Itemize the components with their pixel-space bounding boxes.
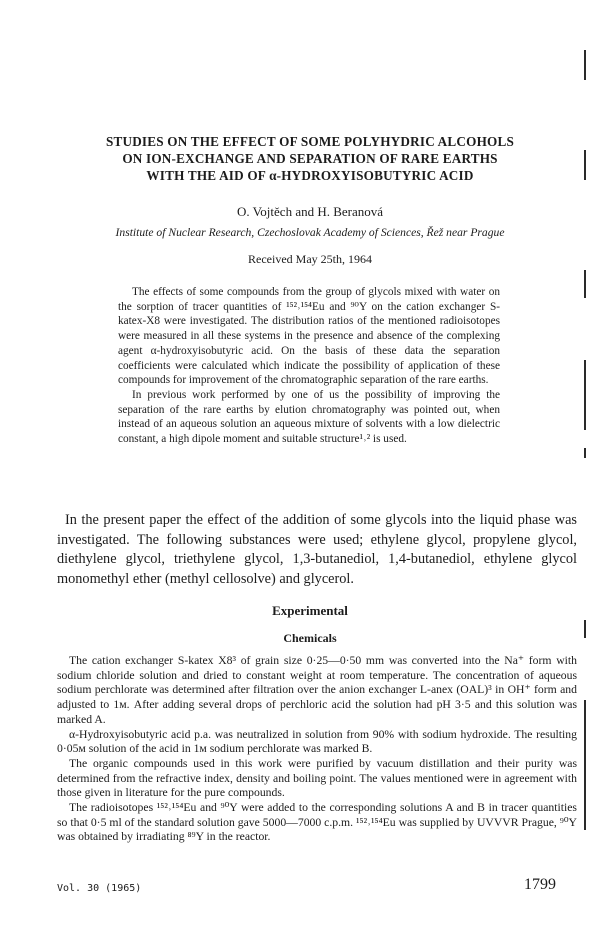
title-line: STUDIES ON THE EFFECT OF SOME POLYHYDRIC ALCOHOLS xyxy=(105,134,515,149)
title-line: ON ION-EXCHANGE AND SEPARATION OF RARE EARTHS xyxy=(122,151,498,166)
body-paragraph: α-Hydroxyisobutyric acid p.a. was neutralized in solution from 90% with sodium hydroxide. The resulting 0·05м solution of the acid in 1м sodium perchlorate was marked B. xyxy=(57,727,577,756)
affiliation: Institute of Nuclear Research, Czechoslovak Academy of Sciences, Řež near Prague xyxy=(115,226,505,239)
subsection-heading: Chemicals xyxy=(283,631,337,645)
body-paragraph: The cation exchanger S-katex X8³ of grain size 0·25—0·50 mm was converted into the Na⁺ form with sodium chloride solution and dried to constant weight at room temperature. The concentration of aqueous sodium perchlorate was determined after filtration over the anion exchanger L-anex (OAL)³ in OH⁺ form and adjusted to 1м. After adding several drops of perchloric acid the solution had pH 3·5 and this solution was marked A. xyxy=(57,654,577,726)
margin-mark xyxy=(584,50,586,80)
page-number: 1799 xyxy=(524,876,556,893)
experimental-body xyxy=(57,654,577,845)
margin-mark xyxy=(584,270,586,298)
margin-mark xyxy=(584,360,586,430)
intro-paragraph: In the present paper the effect of the addition of some glycols into the liquid phase was investigated. The following substances were used; ethylene glycol, propylene glycol, diethylene glycol, triethylene glycol, 1,3-butanediol, 1,4-butanediol, ethylene glycol monomethyl ether (methyl cellosolve) and glycerol. xyxy=(57,512,577,587)
margin-mark xyxy=(584,150,586,180)
body-paragraph: The radioisotopes ¹⁵²˒¹⁵⁴Eu and ⁹⁰Y were added to the corresponding solutions A and B in tracer quantities so that 0·5 ml of the standard solution gave 5000—7000 c.p.m. ¹⁵²˒¹⁵⁴Eu was supplied by UVVVR Prague, ⁹⁰Y was obtained by irradiating ⁸⁹Y in the reactor. xyxy=(57,801,577,844)
margin-mark xyxy=(584,700,586,830)
body-paragraph: The organic compounds used in this work were purified by vacuum distillation and their purity was determined from the refractive index, density and boiling point. The values mentioned were in agreement with those given in literature for the pure compounds. xyxy=(57,756,577,800)
section-heading: Experimental xyxy=(272,603,348,618)
paper-title xyxy=(40,133,580,184)
abstract-paragraph: In previous work performed by one of us the possibility of improving the separation of the rare earths by elution chromatography was pointed out, when instead of an aqueous solution an aqueous mixture of solvents with a low dielectric constant, a high dipole moment and suitable structure¹˒² is used. xyxy=(118,388,500,446)
title-line: WITH THE AID OF α-HYDROXYISOBUTYRIC ACID xyxy=(146,168,474,183)
journal-reference: Vol. 30 (1965) xyxy=(57,883,142,894)
margin-mark xyxy=(584,620,586,638)
abstract xyxy=(118,285,500,447)
received-date: Received May 25th, 1964 xyxy=(248,252,372,266)
abstract-paragraph: The effects of some compounds from the group of glycols mixed with water on the sorption of tracer quantities of ¹⁵²˒¹⁵⁴Eu and ⁹⁰Y on the cation exchanger S-katex-X8 were investigated. The distribution ratios of the mentioned radioisotopes were measured in all these systems in the presence and absence of the complexing agent α-hydroxyisobutyric acid. On the basis of these data the separation coefficients were calculated which indicate the possibility of application of these compounds for improvement of the chromatographic separation of the rare earths. xyxy=(118,286,500,387)
margin-mark xyxy=(584,448,586,458)
authors: O. Vojtěch and H. Beranová xyxy=(236,204,384,219)
